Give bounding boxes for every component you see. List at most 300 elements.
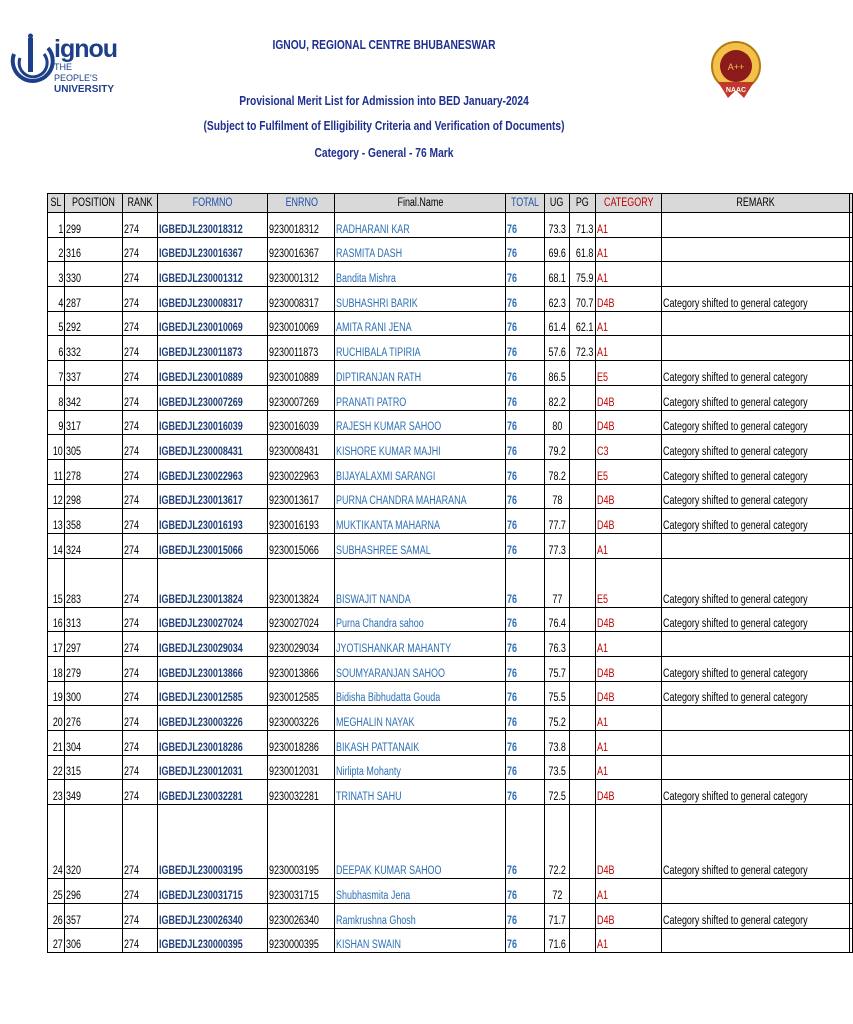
cell-remark: Category shifted to general category (662, 805, 850, 879)
cell-enrno: 9230010069 (268, 311, 335, 336)
cell-sl: 1 (48, 213, 65, 238)
cell-category: D4B (595, 657, 661, 682)
cell-blank (850, 928, 853, 953)
cell-name: DEEPAK KUMAR SAHOO (335, 805, 505, 879)
cell-ug: 78 (544, 484, 569, 509)
cell-remark (662, 237, 850, 262)
cell-pg (570, 533, 595, 558)
cell-rank: 274 (123, 706, 158, 731)
cell-sl: 27 (48, 928, 65, 953)
cell-pg (570, 928, 595, 953)
cell-position: 316 (65, 237, 123, 262)
cell-remark (662, 755, 850, 780)
cell-enrno: 9230015066 (268, 533, 335, 558)
cell-blank (850, 558, 853, 607)
cell-sl: 9 (48, 410, 65, 435)
cell-sl: 12 (48, 484, 65, 509)
cell-rank: 274 (123, 607, 158, 632)
cell-enrno: 9230029034 (268, 632, 335, 657)
cell-category: D4B (595, 385, 661, 410)
cell-rank: 274 (123, 237, 158, 262)
cell-total: 76 (505, 509, 544, 534)
cell-sl: 17 (48, 632, 65, 657)
cell-sl: 22 (48, 755, 65, 780)
cell-pg (570, 632, 595, 657)
cell-total: 76 (505, 657, 544, 682)
cell-total: 76 (505, 459, 544, 484)
cell-ug: 72.2 (544, 805, 569, 879)
cell-total: 76 (505, 903, 544, 928)
cell-pg (570, 731, 595, 756)
cell-blank (850, 262, 853, 287)
cell-position: 305 (65, 435, 123, 460)
cell-category: E5 (595, 361, 661, 386)
cell-sl: 16 (48, 607, 65, 632)
cell-enrno: 9230022963 (268, 459, 335, 484)
cell-enrno: 9230012585 (268, 681, 335, 706)
cell-formno: IGBEDJL230015066 (157, 533, 267, 558)
cell-name: KISHAN SWAIN (335, 928, 505, 953)
cell-rank: 274 (123, 533, 158, 558)
cell-blank (850, 410, 853, 435)
cell-rank: 274 (123, 755, 158, 780)
cell-remark: Category shifted to general category (662, 287, 850, 312)
cell-enrno: 9230011873 (268, 336, 335, 361)
cell-rank: 274 (123, 459, 158, 484)
cell-blank (850, 657, 853, 682)
cell-category: A1 (595, 879, 661, 904)
cell-blank (850, 459, 853, 484)
cell-category: A1 (595, 336, 661, 361)
cell-sl: 14 (48, 533, 65, 558)
cell-blank (850, 879, 853, 904)
cell-remark: Category shifted to general category (662, 607, 850, 632)
cell-sl: 13 (48, 509, 65, 534)
cell-enrno: 9230016193 (268, 509, 335, 534)
table-row (48, 657, 853, 682)
cell-enrno: 9230027024 (268, 607, 335, 632)
cell-total: 76 (505, 287, 544, 312)
cell-pg (570, 361, 595, 386)
col-header-enrno: ENRNO (268, 194, 335, 213)
cell-blank (850, 311, 853, 336)
cell-rank: 274 (123, 336, 158, 361)
cell-category: D4B (595, 287, 661, 312)
cell-remark: Category shifted to general category (662, 903, 850, 928)
cell-rank: 274 (123, 484, 158, 509)
cell-category: D4B (595, 903, 661, 928)
cell-formno: IGBEDJL230027024 (157, 607, 267, 632)
cell-ug: 68.1 (544, 262, 569, 287)
cell-pg (570, 607, 595, 632)
table-row (48, 237, 853, 262)
cell-sl: 11 (48, 459, 65, 484)
cell-position: 283 (65, 558, 123, 607)
cell-enrno: 9230013866 (268, 657, 335, 682)
cell-name: TRINATH SAHU (335, 780, 505, 805)
cell-category: D4B (595, 607, 661, 632)
col-header-position: POSITION (65, 194, 123, 213)
cell-blank (850, 755, 853, 780)
cell-ug: 71.6 (544, 928, 569, 953)
cell-formno: IGBEDJL230018312 (157, 213, 267, 238)
cell-category: D4B (595, 780, 661, 805)
cell-total: 76 (505, 361, 544, 386)
cell-rank: 274 (123, 311, 158, 336)
cell-ug: 62.3 (544, 287, 569, 312)
cell-pg (570, 509, 595, 534)
cell-total: 76 (505, 435, 544, 460)
cell-pg: 70.7 (570, 287, 595, 312)
cell-formno: IGBEDJL230016039 (157, 410, 267, 435)
page-subtitle-2: (Subject to Fulfilment of Elligibility Criteria and Verification of Documents) (203, 119, 565, 133)
cell-enrno: 9230013617 (268, 484, 335, 509)
cell-enrno: 9230013824 (268, 558, 335, 607)
cell-formno: IGBEDJL230011873 (157, 336, 267, 361)
cell-formno: IGBEDJL230013824 (157, 558, 267, 607)
cell-formno: IGBEDJL230001312 (157, 262, 267, 287)
cell-name: MUKTIKANTA MAHARNA (335, 509, 505, 534)
cell-pg: 72.3 (570, 336, 595, 361)
cell-rank: 274 (123, 509, 158, 534)
cell-enrno: 9230010889 (268, 361, 335, 386)
table-row (48, 780, 853, 805)
cell-pg (570, 558, 595, 607)
cell-name: BIJAYALAXMI SARANGI (335, 459, 505, 484)
cell-enrno: 9230001312 (268, 262, 335, 287)
cell-ug: 80 (544, 410, 569, 435)
cell-position: 357 (65, 903, 123, 928)
cell-formno: IGBEDJL230016367 (157, 237, 267, 262)
cell-name: Bidisha Bibhudatta Gouda (335, 681, 505, 706)
cell-ug: 76.3 (544, 632, 569, 657)
cell-blank (850, 681, 853, 706)
cell-position: 315 (65, 755, 123, 780)
cell-enrno: 9230016367 (268, 237, 335, 262)
cell-rank: 274 (123, 928, 158, 953)
table-row (48, 287, 853, 312)
cell-position: 337 (65, 361, 123, 386)
table-row (48, 484, 853, 509)
cell-rank: 274 (123, 558, 158, 607)
col-header-blank (850, 194, 853, 213)
cell-name: AMITA RANI JENA (335, 311, 505, 336)
cell-rank: 274 (123, 780, 158, 805)
cell-rank: 274 (123, 731, 158, 756)
cell-total: 76 (505, 410, 544, 435)
cell-remark (662, 879, 850, 904)
cell-remark (662, 336, 850, 361)
table-row (48, 731, 853, 756)
cell-ug: 77.3 (544, 533, 569, 558)
cell-ug: 73.8 (544, 731, 569, 756)
cell-total: 76 (505, 237, 544, 262)
cell-position: 332 (65, 336, 123, 361)
cell-ug: 86.5 (544, 361, 569, 386)
cell-remark (662, 928, 850, 953)
cell-name: RUCHIBALA TIPIRIA (335, 336, 505, 361)
cell-blank (850, 484, 853, 509)
cell-position: 304 (65, 731, 123, 756)
table-row (48, 706, 853, 731)
cell-name: Shubhasmita Jena (335, 879, 505, 904)
cell-remark (662, 311, 850, 336)
table-row (48, 435, 853, 460)
cell-rank: 274 (123, 657, 158, 682)
cell-formno: IGBEDJL230010069 (157, 311, 267, 336)
col-header-formno: FORMNO (157, 194, 267, 213)
cell-position: 278 (65, 459, 123, 484)
cell-name: PRANATI PATRO (335, 385, 505, 410)
ignou-emblem-icon (8, 34, 54, 110)
table-row (48, 558, 853, 607)
table-row (48, 903, 853, 928)
cell-remark: Category shifted to general category (662, 435, 850, 460)
cell-ug: 82.2 (544, 385, 569, 410)
cell-position: 324 (65, 533, 123, 558)
cell-ug: 75.5 (544, 681, 569, 706)
cell-name: Ramkrushna Ghosh (335, 903, 505, 928)
cell-ug: 57.6 (544, 336, 569, 361)
cell-remark: Category shifted to general category (662, 558, 850, 607)
cell-enrno: 9230008317 (268, 287, 335, 312)
cell-sl: 24 (48, 805, 65, 879)
cell-name: SUBHASHRI BARIK (335, 287, 505, 312)
page-title: IGNOU, REGIONAL CENTRE BHUBANESWAR (272, 38, 496, 52)
cell-position: 330 (65, 262, 123, 287)
cell-blank (850, 435, 853, 460)
col-header-sl: SL (48, 194, 65, 213)
table-row (48, 632, 853, 657)
merit-list-table (47, 193, 853, 953)
cell-name: Nirlipta Mohanty (335, 755, 505, 780)
cell-position: 349 (65, 780, 123, 805)
cell-total: 76 (505, 213, 544, 238)
cell-blank (850, 533, 853, 558)
logo-line1: THE PEOPLE'S (54, 62, 98, 83)
cell-category: A1 (595, 731, 661, 756)
cell-blank (850, 805, 853, 879)
cell-formno: IGBEDJL230003226 (157, 706, 267, 731)
cell-category: D4B (595, 681, 661, 706)
cell-blank (850, 780, 853, 805)
cell-ug: 73.3 (544, 213, 569, 238)
cell-category: A1 (595, 632, 661, 657)
cell-name: RAJESH KUMAR SAHOO (335, 410, 505, 435)
cell-name: KISHORE KUMAR MAJHI (335, 435, 505, 460)
cell-remark: Category shifted to general category (662, 509, 850, 534)
col-header-ug: UG (544, 194, 569, 213)
table-row (48, 459, 853, 484)
cell-total: 76 (505, 928, 544, 953)
table-row (48, 410, 853, 435)
cell-position: 300 (65, 681, 123, 706)
cell-blank (850, 509, 853, 534)
cell-pg (570, 755, 595, 780)
cell-position: 306 (65, 928, 123, 953)
cell-ug: 72 (544, 879, 569, 904)
cell-sl: 23 (48, 780, 65, 805)
col-header-name: Final.Name (335, 194, 505, 213)
cell-sl: 6 (48, 336, 65, 361)
cell-category: A1 (595, 928, 661, 953)
table-header-row (48, 194, 853, 213)
cell-total: 76 (505, 780, 544, 805)
cell-rank: 274 (123, 361, 158, 386)
cell-formno: IGBEDJL230013866 (157, 657, 267, 682)
cell-name: Purna Chandra sahoo (335, 607, 505, 632)
cell-blank (850, 287, 853, 312)
cell-position: 358 (65, 509, 123, 534)
cell-category: D4B (595, 410, 661, 435)
col-header-pg: PG (570, 194, 595, 213)
cell-remark (662, 731, 850, 756)
cell-pg (570, 484, 595, 509)
page-subtitle-3: Category - General - 76 Mark (314, 146, 454, 160)
cell-remark (662, 706, 850, 731)
cell-pg (570, 657, 595, 682)
table-row (48, 681, 853, 706)
cell-position: 287 (65, 287, 123, 312)
cell-pg: 71.3 (570, 213, 595, 238)
cell-pg (570, 706, 595, 731)
cell-category: E5 (595, 558, 661, 607)
cell-ug: 75.2 (544, 706, 569, 731)
cell-name: DIPTIRANJAN RATH (335, 361, 505, 386)
cell-enrno: 9230016039 (268, 410, 335, 435)
cell-category: A1 (595, 213, 661, 238)
cell-pg (570, 459, 595, 484)
cell-name: RADHARANI KAR (335, 213, 505, 238)
cell-total: 76 (505, 484, 544, 509)
cell-ug: 73.5 (544, 755, 569, 780)
col-header-remark: REMARK (662, 194, 850, 213)
cell-enrno: 9230003195 (268, 805, 335, 879)
cell-sl: 20 (48, 706, 65, 731)
cell-enrno: 9230018286 (268, 731, 335, 756)
cell-name: RASMITA DASH (335, 237, 505, 262)
cell-sl: 2 (48, 237, 65, 262)
cell-position: 298 (65, 484, 123, 509)
cell-formno: IGBEDJL230032281 (157, 780, 267, 805)
cell-category: E5 (595, 459, 661, 484)
cell-pg (570, 805, 595, 879)
cell-name: MEGHALIN NAYAK (335, 706, 505, 731)
cell-category: D4B (595, 509, 661, 534)
cell-name: Bandita Mishra (335, 262, 505, 287)
cell-name: BISWAJIT NANDA (335, 558, 505, 607)
cell-sl: 26 (48, 903, 65, 928)
col-header-rank: RANK (123, 194, 158, 213)
naac-label: NAAC (725, 87, 747, 94)
cell-rank: 274 (123, 385, 158, 410)
cell-enrno: 9230032281 (268, 780, 335, 805)
table-row (48, 213, 853, 238)
cell-position: 317 (65, 410, 123, 435)
cell-category: A1 (595, 311, 661, 336)
cell-remark: Category shifted to general category (662, 657, 850, 682)
table-row (48, 879, 853, 904)
cell-formno: IGBEDJL230022963 (157, 459, 267, 484)
cell-category: A1 (595, 706, 661, 731)
cell-name: BIKASH PATTANAIK (335, 731, 505, 756)
cell-total: 76 (505, 336, 544, 361)
cell-remark: Category shifted to general category (662, 361, 850, 386)
cell-name: JYOTISHANKAR MAHANTY (335, 632, 505, 657)
cell-position: 279 (65, 657, 123, 682)
cell-rank: 274 (123, 213, 158, 238)
cell-ug: 76.4 (544, 607, 569, 632)
cell-formno: IGBEDJL230010889 (157, 361, 267, 386)
cell-total: 76 (505, 879, 544, 904)
cell-formno: IGBEDJL230000395 (157, 928, 267, 953)
cell-pg: 62.1 (570, 311, 595, 336)
cell-rank: 274 (123, 681, 158, 706)
cell-total: 76 (505, 558, 544, 607)
cell-blank (850, 385, 853, 410)
cell-remark: Category shifted to general category (662, 780, 850, 805)
cell-ug: 79.2 (544, 435, 569, 460)
cell-remark: Category shifted to general category (662, 459, 850, 484)
cell-enrno: 9230026340 (268, 903, 335, 928)
cell-enrno: 9230003226 (268, 706, 335, 731)
cell-category: C3 (595, 435, 661, 460)
table-row (48, 805, 853, 879)
cell-blank (850, 731, 853, 756)
cell-formno: IGBEDJL230018286 (157, 731, 267, 756)
cell-ug: 75.7 (544, 657, 569, 682)
cell-position: 296 (65, 879, 123, 904)
cell-sl: 8 (48, 385, 65, 410)
cell-pg (570, 879, 595, 904)
table-row (48, 607, 853, 632)
table-row (48, 928, 853, 953)
cell-formno: IGBEDJL230029034 (157, 632, 267, 657)
table-row (48, 336, 853, 361)
cell-position: 320 (65, 805, 123, 879)
cell-pg: 61.8 (570, 237, 595, 262)
cell-total: 76 (505, 385, 544, 410)
cell-formno: IGBEDJL230003195 (157, 805, 267, 879)
cell-pg (570, 681, 595, 706)
col-header-total: TOTAL (505, 194, 544, 213)
cell-rank: 274 (123, 879, 158, 904)
cell-formno: IGBEDJL230026340 (157, 903, 267, 928)
cell-remark: Category shifted to general category (662, 410, 850, 435)
cell-position: 292 (65, 311, 123, 336)
cell-blank (850, 903, 853, 928)
cell-formno: IGBEDJL230008317 (157, 287, 267, 312)
cell-position: 299 (65, 213, 123, 238)
cell-sl: 19 (48, 681, 65, 706)
cell-remark: Category shifted to general category (662, 681, 850, 706)
cell-category: D4B (595, 805, 661, 879)
cell-pg (570, 435, 595, 460)
cell-position: 313 (65, 607, 123, 632)
cell-blank (850, 607, 853, 632)
cell-total: 76 (505, 262, 544, 287)
cell-formno: IGBEDJL230012031 (157, 755, 267, 780)
cell-blank (850, 632, 853, 657)
cell-blank (850, 706, 853, 731)
cell-enrno: 9230018312 (268, 213, 335, 238)
cell-sl: 21 (48, 731, 65, 756)
naac-grade: A++ (727, 62, 745, 72)
cell-enrno: 9230000395 (268, 928, 335, 953)
cell-pg (570, 385, 595, 410)
naac-badge (710, 40, 762, 100)
cell-sl: 5 (48, 311, 65, 336)
